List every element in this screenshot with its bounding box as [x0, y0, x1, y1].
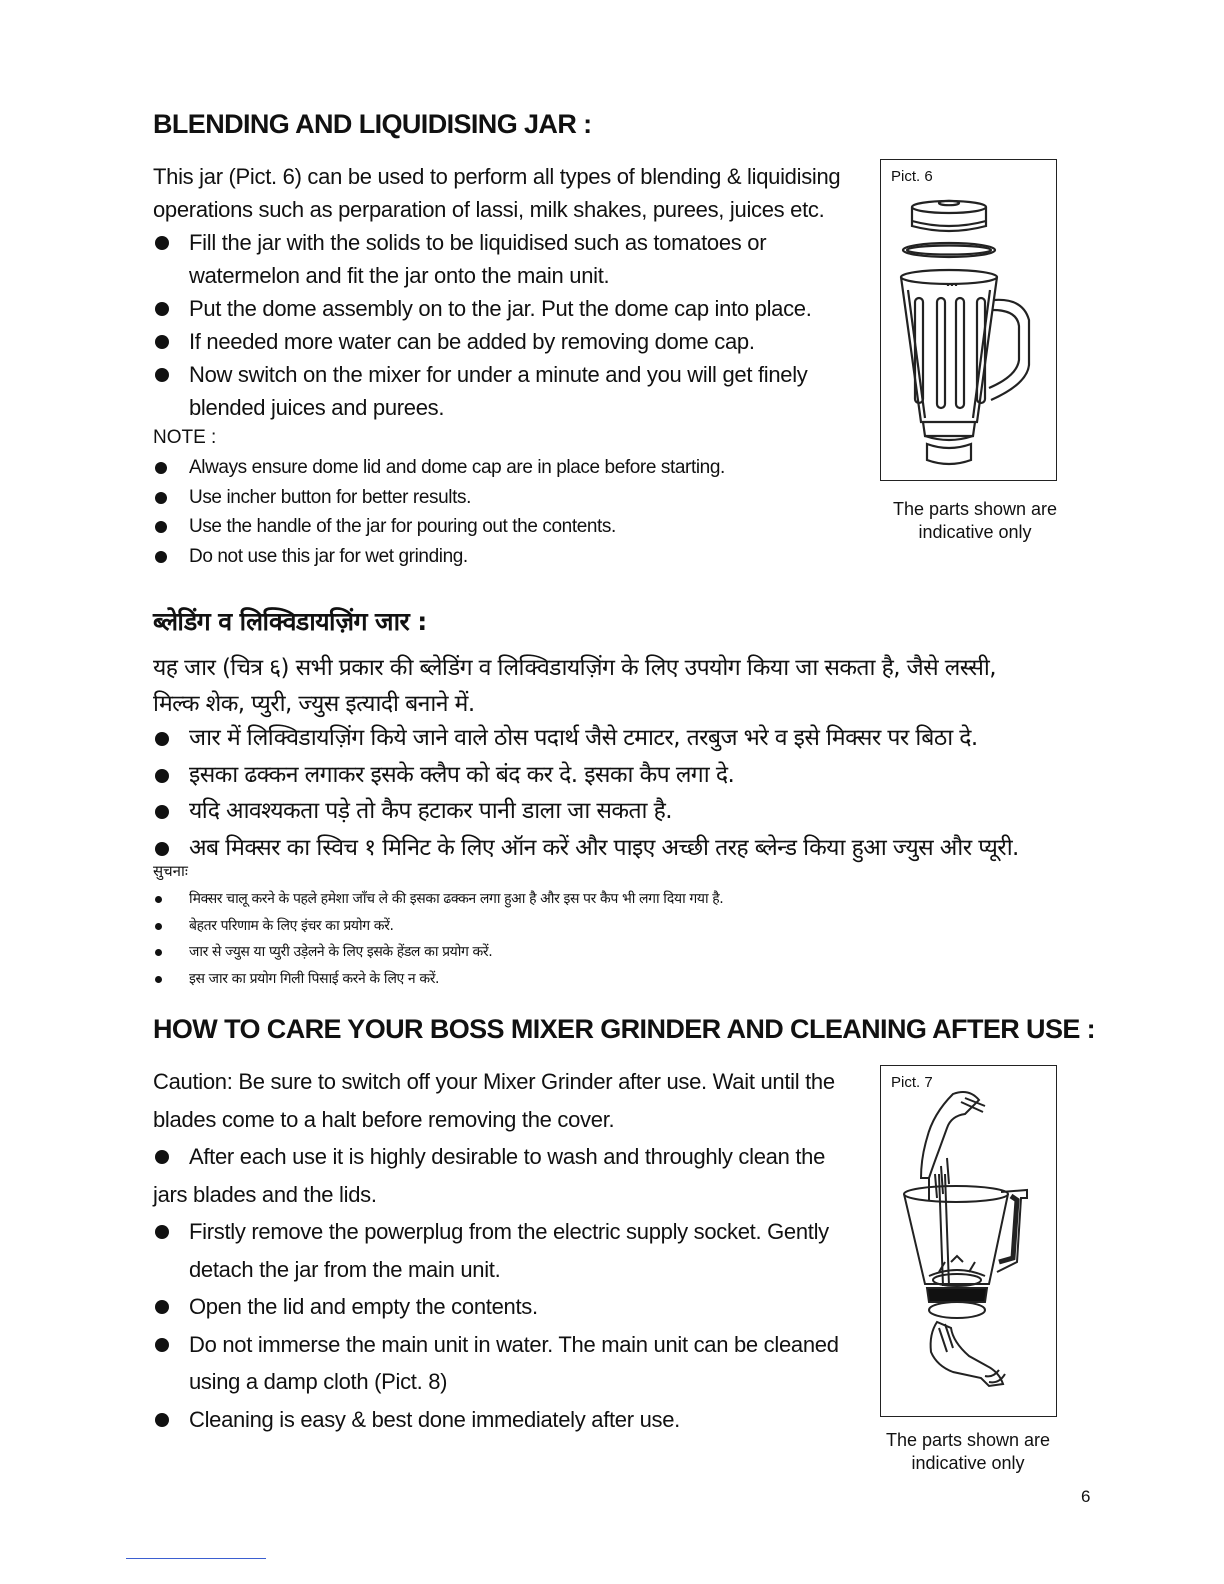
instruction-list: [153, 226, 812, 424]
list-item-text: Cleaning is easy & best done immediately after use.: [189, 1406, 680, 1432]
list-item-text: Do not immerse the main unit in water. The main unit can be cleaned: [189, 1331, 839, 1357]
list-item-text: Open the lid and empty the contents.: [189, 1294, 538, 1319]
note-label: सुचनाः: [153, 862, 188, 880]
caption-line: indicative only: [911, 1453, 1025, 1473]
figure-pict-6: [880, 159, 1057, 481]
intro-line: यह जार (चित्र ६) सभी प्रकार की ब्लेडिंग व लिक्विडायज़िंग के लिए उपयोग किया जा सकता है, जैसे लस्सी,: [153, 655, 996, 681]
list-item: [153, 757, 1019, 794]
bullet-icon: [155, 1338, 169, 1352]
list-item: [153, 1401, 839, 1439]
bullet-icon: [155, 976, 162, 983]
list-item: [153, 939, 723, 966]
list-item-text: Use the handle of the jar for pouring out the contents.: [189, 516, 616, 538]
list-item: [153, 292, 812, 325]
bullet-icon: [155, 923, 162, 930]
section-heading-care-cleaning: HOW TO CARE YOUR BOSS MIXER GRINDER AND CLEANING AFTER USE :: [153, 1014, 1096, 1044]
bullet-icon: [155, 1300, 169, 1314]
intro-line: मिल्क शेक, प्युरी, ज्युस इत्यादी बनाने में.: [153, 691, 475, 717]
intro-paragraph: [153, 160, 840, 226]
bullet-icon: [155, 236, 169, 250]
list-item: [153, 1138, 825, 1176]
hindi-intro-paragraph: [153, 650, 996, 722]
jar-cleaning-illustration: [881, 1066, 1056, 1416]
list-item-text: watermelon and fit the jar onto the main unit.: [189, 263, 610, 288]
bullet-icon: [155, 805, 169, 819]
caution-line: Caution: Be sure to switch off your Mixer Grinder after use. Wait until the: [153, 1069, 835, 1094]
list-item-text: बेहतर परिणाम के लिए इंचर का प्रयोग करें.: [189, 917, 394, 934]
intro-line: This jar (Pict. 6) can be used to perform all types of blending & liquidising: [153, 164, 841, 189]
list-item: [153, 512, 725, 542]
list-item: [153, 793, 1019, 830]
section-heading-hindi: ब्लेडिंग व लिक्विडायज़िंग जार :: [153, 607, 427, 636]
bullet-icon: [155, 368, 169, 382]
bullet-icon: [155, 949, 162, 956]
bullet-icon: [155, 842, 169, 856]
bullet-icon: [155, 1150, 169, 1164]
list-item: [153, 913, 723, 940]
intro-line: operations such as perparation of lassi, milk shakes, purees, juices etc.: [153, 197, 825, 222]
list-item: [153, 542, 725, 572]
bullet-icon: [155, 521, 167, 533]
list-item: [153, 830, 1019, 867]
figure-label: Pict. 7: [891, 1074, 933, 1091]
figure-caption: [870, 498, 1080, 544]
list-item-text: If needed more water can be added by removing dome cap.: [189, 329, 755, 354]
list-item-text: blended juices and purees.: [189, 395, 445, 420]
list-item-text: detach the jar from the main unit.: [189, 1256, 501, 1282]
list-item: [153, 1288, 839, 1326]
list-item: [153, 453, 725, 483]
list-item: [153, 226, 812, 292]
list-item: [153, 886, 723, 913]
hindi-instruction-list: [153, 720, 1019, 866]
bullet-icon: [155, 551, 167, 563]
bullet-icon: [155, 492, 167, 504]
figure-caption: [863, 1429, 1073, 1475]
caption-line: indicative only: [918, 522, 1032, 542]
bullet-icon: [155, 1225, 169, 1239]
bullet-icon: [155, 732, 169, 746]
list-item: [153, 966, 723, 993]
list-item-text: इसका ढक्कन लगाकर इसके क्लैप को बंद कर दे. इसका कैप लगा दे.: [189, 761, 735, 788]
list-item-text: jars blades and the lids.: [153, 1181, 377, 1207]
hindi-note-list: [153, 886, 723, 992]
list-item-text: इस जार का प्रयोग गिली पिसाई करने के लिए न करें.: [189, 970, 440, 987]
bullet-icon: [155, 302, 169, 316]
note-list: [153, 453, 725, 572]
section-heading-blending-jar: BLENDING AND LIQUIDISING JAR :: [153, 109, 592, 139]
blender-jar-illustration: [881, 160, 1056, 480]
list-item-text: अब मिक्सर का स्विच १ मिनिट के लिए ऑन करें और पाइए अच्छी तरह ब्लेन्ड किया हुआ ज्युस और प्यूरी.: [189, 834, 1019, 861]
list-item-text: After each use it is highly desirable to wash and throughly clean the: [189, 1144, 826, 1169]
list-item-text: यदि आवश्यकता पड़े तो कैप हटाकर पानी डाला जा सकता है.: [189, 798, 672, 824]
bullet-icon: [155, 896, 162, 903]
list-item-text: Always ensure dome lid and dome cap are in place before starting.: [189, 457, 725, 478]
list-item: [153, 720, 1019, 757]
note-label: NOTE :: [153, 427, 217, 448]
caption-line: The parts shown are: [892, 499, 1058, 519]
page-number: 6: [1081, 1487, 1091, 1506]
list-item: [153, 483, 725, 513]
figure-pict-7: [880, 1065, 1057, 1417]
list-item: [153, 358, 812, 424]
care-instruction-list: [153, 1213, 839, 1438]
list-item-text: जार में लिक्विडायज़िंग किये जाने वाले ठोस पदार्थ जैसे टमाटर, तरबुज भरे व इसे मिक्सर पर बिठा दे.: [189, 725, 978, 751]
list-item-text: Put the dome assembly on to the jar. Put the dome cap into place.: [189, 296, 812, 321]
bullet-icon: [155, 462, 167, 474]
list-item-text: Firstly remove the powerplug from the electric supply socket. Gently: [189, 1219, 829, 1244]
bullet-icon: [155, 1413, 169, 1427]
caution-paragraph: [153, 1063, 835, 1138]
list-item: [153, 1213, 839, 1288]
list-item-text: Do not use this jar for wet grinding.: [189, 546, 468, 568]
list-item: [153, 325, 812, 358]
list-item-text: जार से ज्युस या प्युरी उड़ेलने के लिए इसके हेंडल का प्रयोग करें.: [189, 944, 493, 960]
list-item-text: Now switch on the mixer for under a minute and you will get finely: [189, 362, 808, 387]
list-item-text: using a damp cloth (Pict. 8): [189, 1369, 448, 1394]
footer-divider: [126, 1558, 266, 1559]
figure-label: Pict. 6: [891, 168, 933, 185]
first-care-bullet: [153, 1138, 825, 1213]
list-item-text: मिक्सर चालू करने के पहले हमेशा जाँच ले की इसका ढक्कन लगा हुआ है और इस पर कैप भी लगा दिया गया है.: [189, 891, 724, 907]
list-item-text: Fill the jar with the solids to be liquidised such as tomatoes or: [189, 230, 767, 255]
caption-line: The parts shown are: [885, 1430, 1051, 1450]
bullet-icon: [155, 769, 169, 783]
caution-line: blades come to a halt before removing the cover.: [153, 1106, 615, 1132]
list-item-text: Use incher button for better results.: [189, 486, 471, 508]
bullet-icon: [155, 335, 169, 349]
list-item: [153, 1326, 839, 1401]
